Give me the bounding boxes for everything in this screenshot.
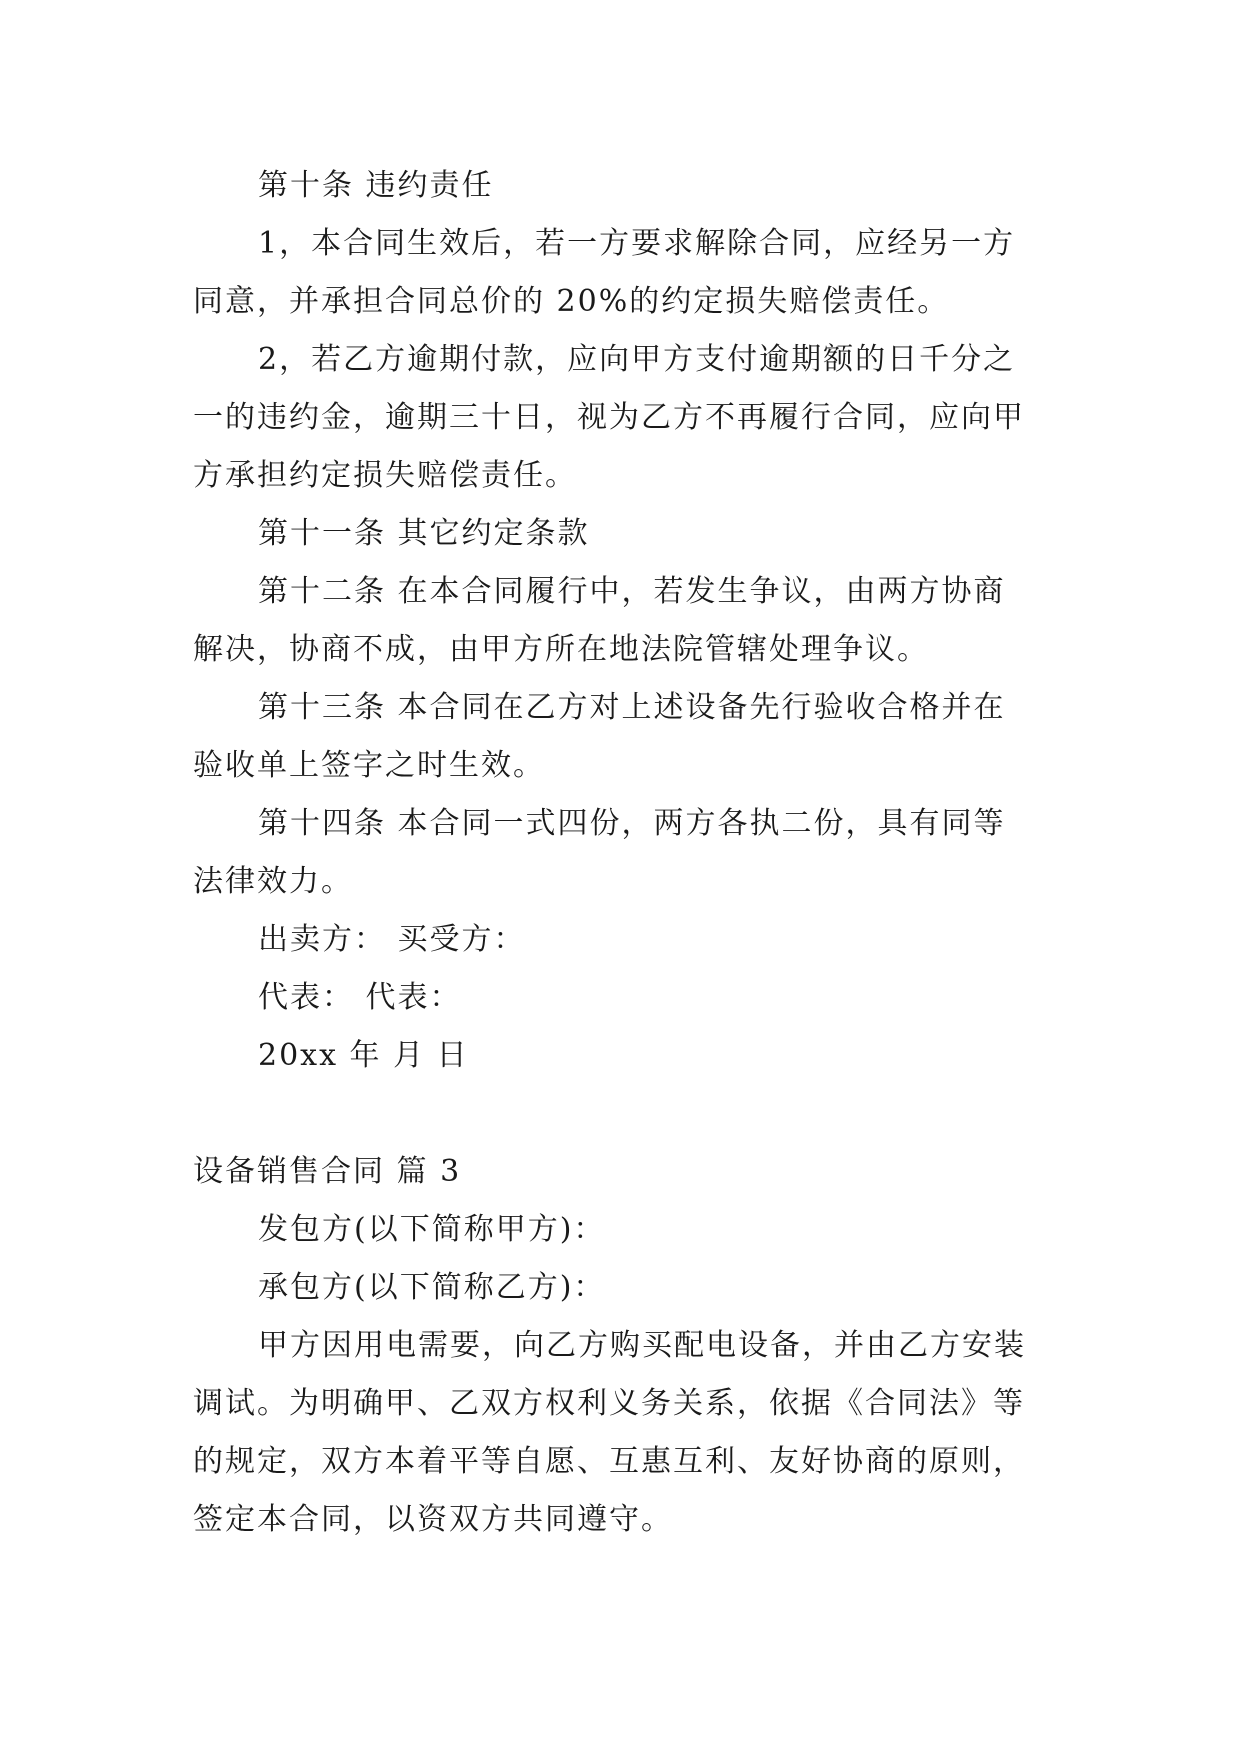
signature-parties: 出卖方： 买受方： — [258, 922, 526, 957]
paragraph-line: 同意，并承担合同总价的 20%的约定损失赔偿责任。 — [193, 284, 950, 319]
paragraph-line: 验收单上签字之时生效。 — [193, 748, 545, 783]
paragraph-line: 方承担约定损失赔偿责任。 — [193, 458, 577, 493]
party-b-line: 承包方(以下简称乙方)： — [258, 1270, 606, 1305]
signature-representatives: 代表： 代表： — [258, 980, 462, 1015]
article-11-heading: 第十一条 其它约定条款 — [258, 516, 590, 551]
party-a-line: 发包方(以下简称甲方)： — [258, 1212, 606, 1247]
paragraph-line: 第十四条 本合同一式四份，两方各执二份，具有同等 — [258, 806, 1006, 841]
paragraph-line: 解决，协商不成，由甲方所在地法院管辖处理争议。 — [193, 632, 929, 667]
paragraph-line: 2，若乙方逾期付款，应向甲方支付逾期额的日千分之 — [258, 342, 1016, 377]
paragraph-line: 法律效力。 — [193, 864, 353, 899]
paragraph-line: 第十三条 本合同在乙方对上述设备先行验收合格并在 — [258, 690, 1006, 725]
paragraph-line: 1，本合同生效后，若一方要求解除合同，应经另一方 — [258, 226, 1016, 261]
paragraph-line: 调试。为明确甲、乙双方权利义务关系，依据《合同法》等 — [193, 1386, 1025, 1421]
paragraph-line: 一的违约金，逾期三十日，视为乙方不再履行合同，应向甲 — [193, 400, 1025, 435]
section-title: 设备销售合同 篇 3 — [193, 1154, 462, 1189]
paragraph-line: 的规定，双方本着平等自愿、互惠互利、友好协商的原则， — [193, 1444, 1025, 1479]
signature-date: 20xx 年 月 日 — [258, 1038, 469, 1073]
paragraph-line: 甲方因用电需要，向乙方购买配电设备，并由乙方安装 — [258, 1328, 1026, 1363]
paragraph-line: 签定本合同，以资双方共同遵守。 — [193, 1502, 673, 1537]
paragraph-line: 第十二条 在本合同履行中，若发生争议，由两方协商 — [258, 574, 1006, 609]
article-10-heading: 第十条 违约责任 — [258, 168, 494, 203]
